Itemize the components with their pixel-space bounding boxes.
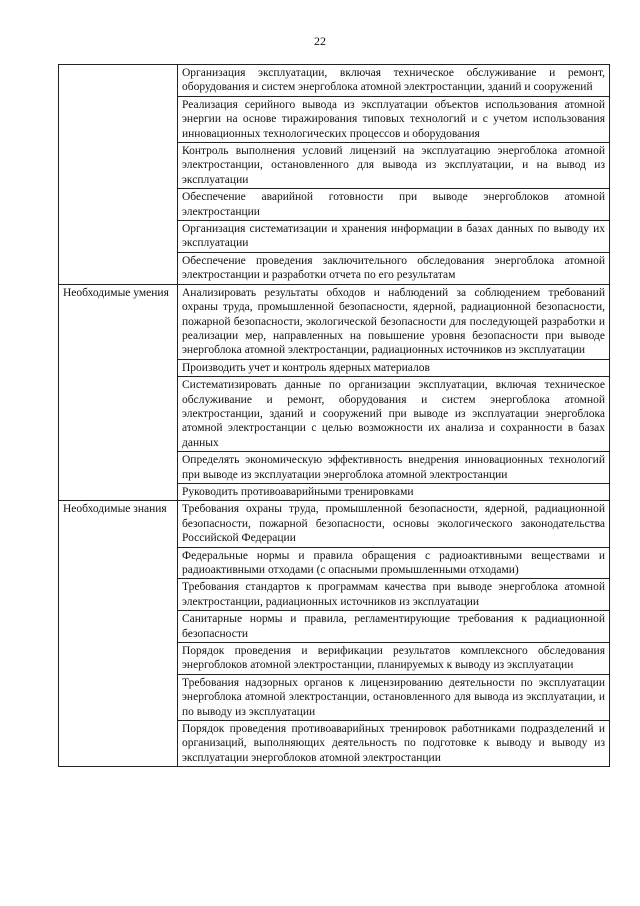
table-row: [59, 501, 610, 547]
requirements-table: [58, 64, 610, 767]
table-cell: Порядок проведения и верификации результатов комплексного обследования энергоблоков атомной электростанции, планируемых к выводу из эксплуатации: [178, 643, 610, 675]
table-cell: Организация систематизации и хранения информации в базах данных по выводу их эксплуатации: [178, 221, 610, 253]
table-cell: Порядок проведения противоаварийных тренировок работниками подразделений и организаций, выполняющих деятельность по подготовке к выводу и выводу из эксплуатации энергоблоков атомной электростанции: [178, 721, 610, 767]
table-cell: Федеральные нормы и правила обращения с радиоактивными веществами и радиоактивными отходами (с опасными промышленными отходами): [178, 547, 610, 579]
table-cell: Требования стандартов к программам качества при выводе энергоблока атомной электростанции, радиационных источников из эксплуатации: [178, 579, 610, 611]
table-row: [59, 65, 610, 97]
table-cell: Реализация серийного вывода из эксплуатации объектов использования атомной энергии на основе тиражирования типовых технологий и с учетом использования инновационных технологических процессов и оборудования: [178, 96, 610, 142]
empty-label-cell: [59, 65, 178, 285]
page-number: 22: [314, 34, 326, 48]
table-row: [59, 284, 610, 359]
table-cell: Обеспечение проведения заключительного обследования энергоблока атомной электростанции и разработки отчета по его результатам: [178, 252, 610, 284]
table-cell: Анализировать результаты обходов и наблюдений за соблюдением требований охраны труда, промышленной безопасности, ядерной, радиационной безопасности, пожарной безопасности, экологической безопасности для последующей разработки и реализации мер, направленных на повышение уровня безопасности при выводе энергоблока атомной электростанции, радиационных источников из эксплуатации: [178, 284, 610, 359]
table-cell: Руководить противоаварийными тренировками: [178, 483, 610, 500]
table-cell: Обеспечение аварийной готовности при выводе энергоблоков атомной электростанции: [178, 189, 610, 221]
table-cell: Производить учет и контроль ядерных материалов: [178, 359, 610, 376]
table-cell: Организация эксплуатации, включая техническое обслуживание и ремонт, оборудования и систем энергоблока атомной электростанции, зданий и сооружений: [178, 65, 610, 97]
table-cell: Определять экономическую эффективность внедрения инновационных технологий при выводе из эксплуатации энергоблока атомной электростанции: [178, 452, 610, 484]
section-label-skills: Необходимые умения: [59, 284, 178, 501]
table-cell: Санитарные нормы и правила, регламентирующие требования к радиационной безопасности: [178, 611, 610, 643]
table-cell: Систематизировать данные по организации эксплуатации, включая техническое обслуживание и ремонт, оборудования и систем энергоблока атомной электростанции, зданий и сооружений при выводе из эксплуатации энергоблока атомной электростанции с целью возможности их анализа и сохранности в базах данных: [178, 377, 610, 452]
table-cell: Контроль выполнения условий лицензий на эксплуатацию энергоблока атомной электростанции, остановленного для вывода из эксплуатации, и на вывод из эксплуатации: [178, 143, 610, 189]
table-cell: Требования надзорных органов к лицензированию деятельности по эксплуатации энергоблока атомной электростанции, остановленного для вывода из эксплуатации, и по выводу из эксплуатации: [178, 674, 610, 720]
table-cell: Требования охраны труда, промышленной безопасности, ядерной, радиационной безопасности, пожарной безопасности, основы экологического законодательства Российской Федерации: [178, 501, 610, 547]
section-label-knowledge: Необходимые знания: [59, 501, 178, 767]
